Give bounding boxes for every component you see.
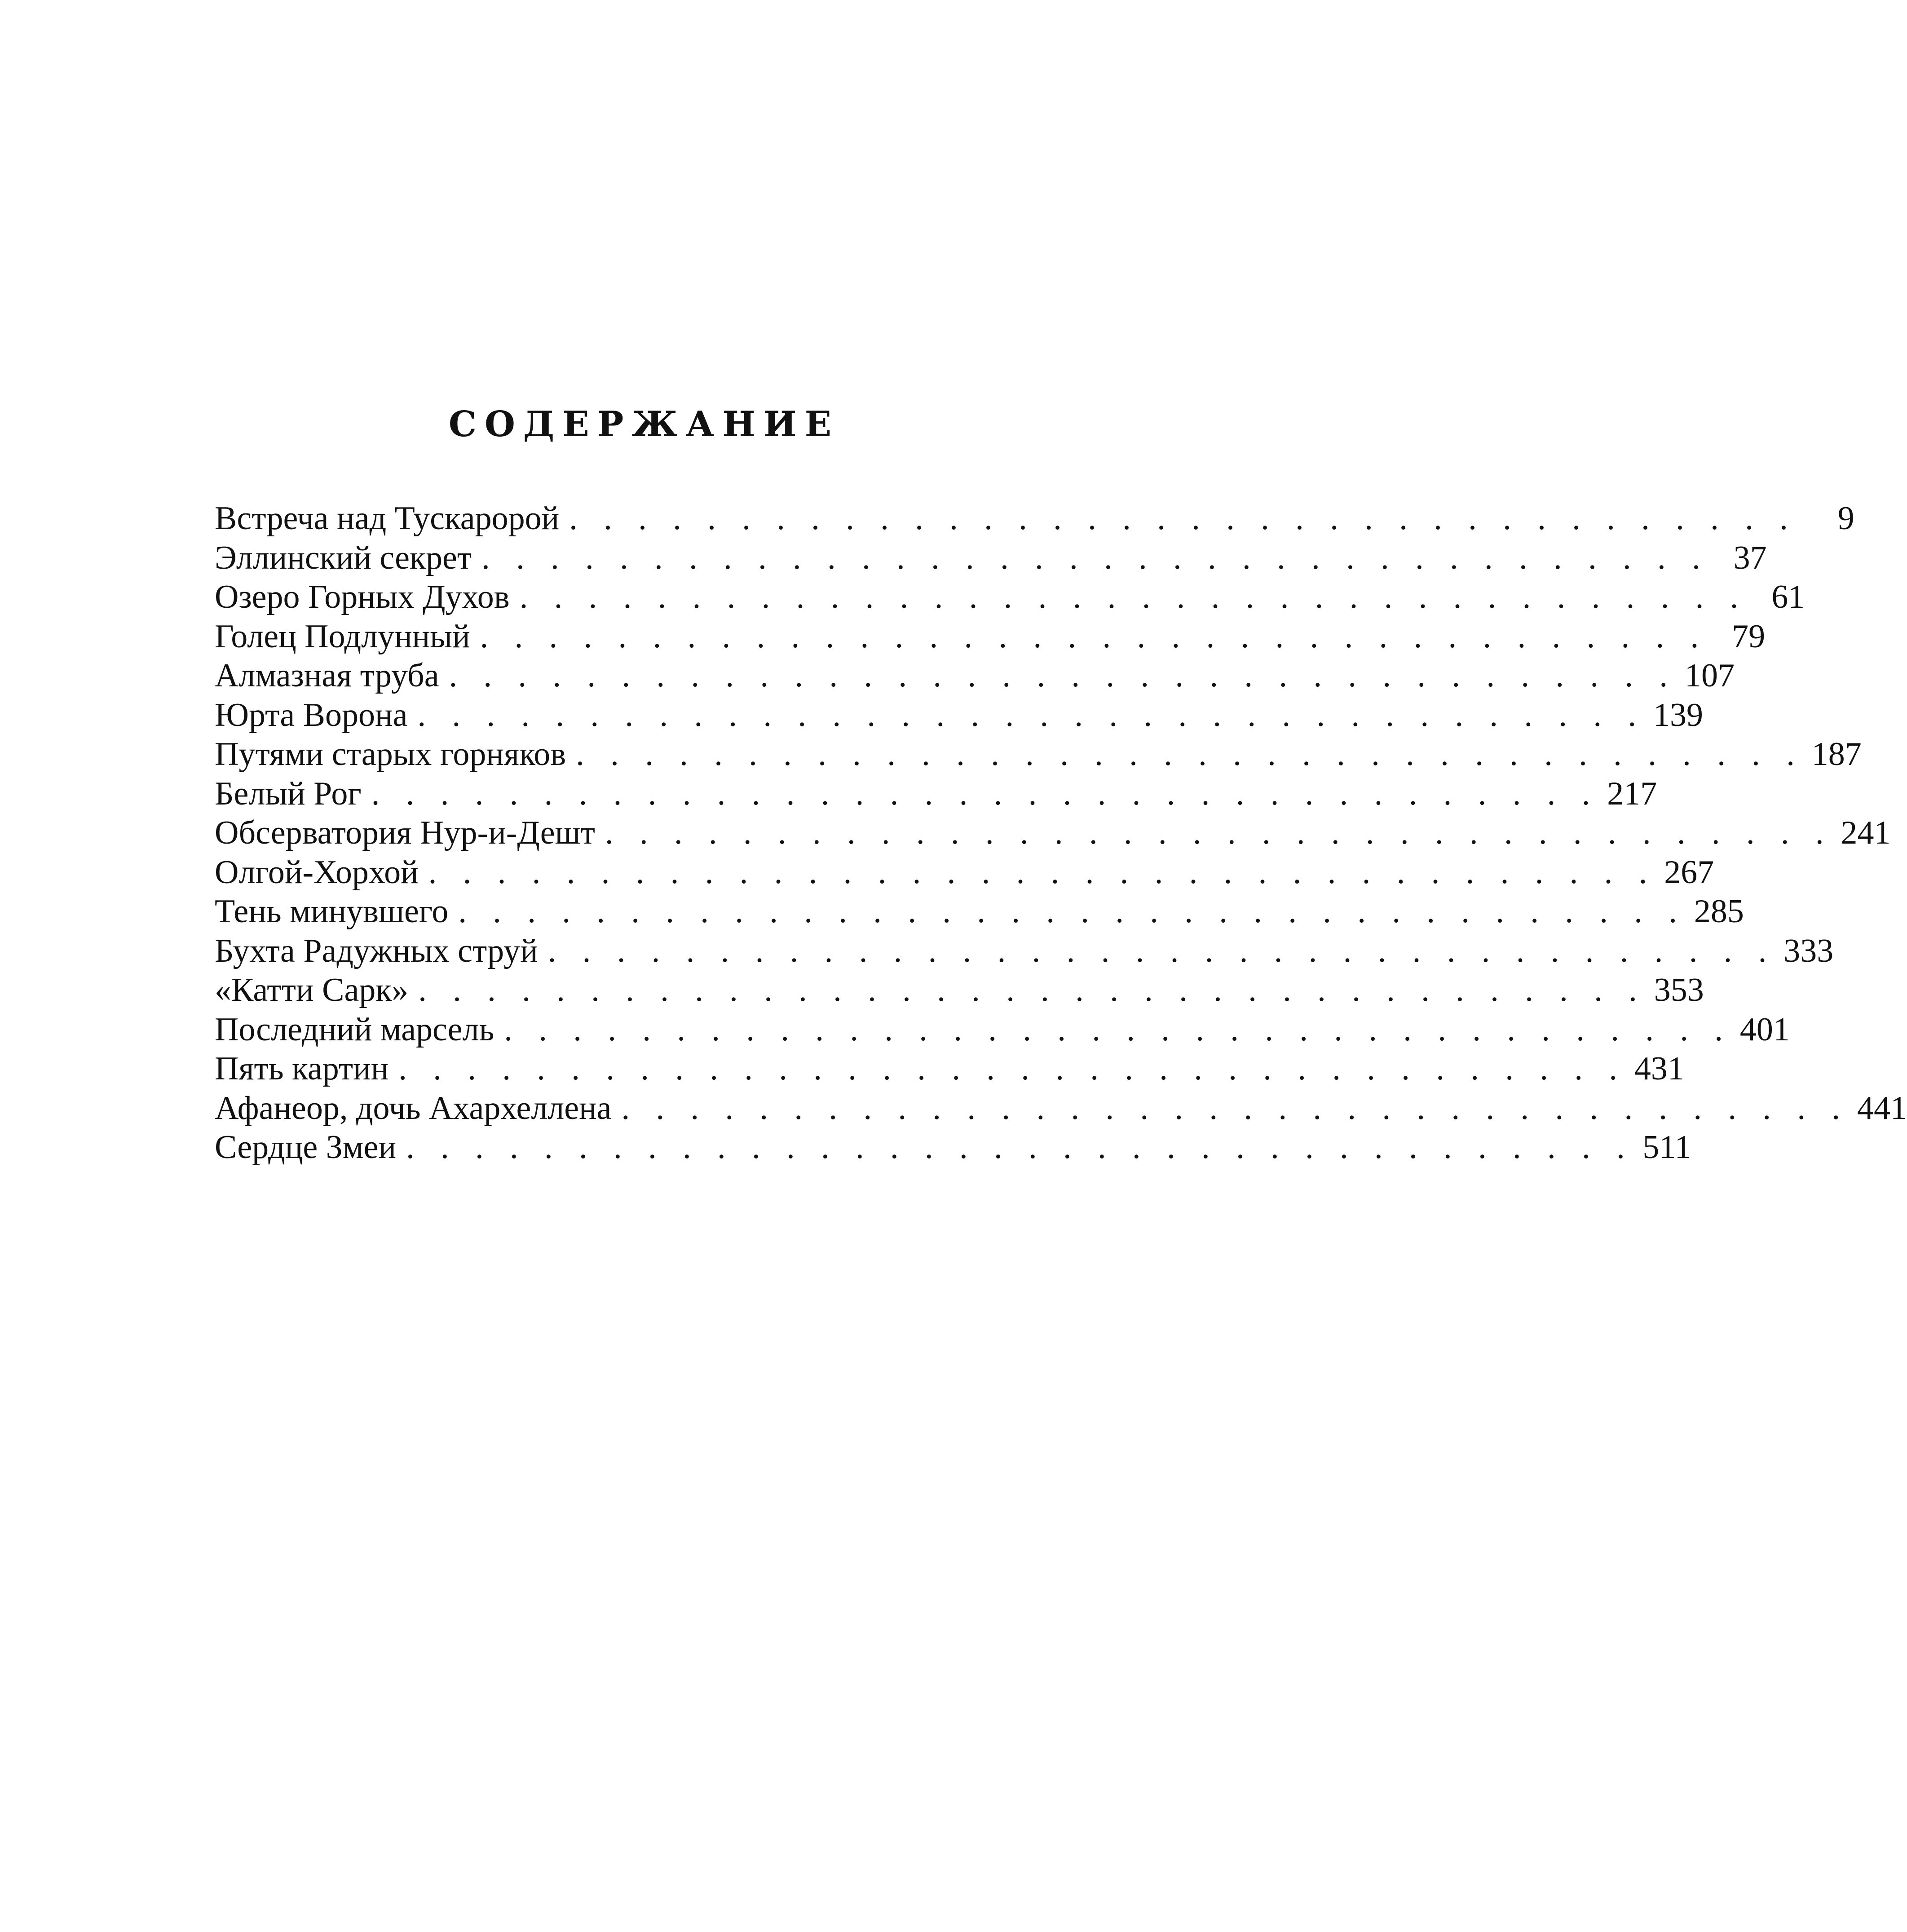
toc-entry [215, 539, 1767, 578]
toc-entry-title: Тень минувшего [215, 893, 449, 930]
toc-entry [215, 656, 1735, 696]
dot-leader: . . . . . . . . . . . . . . . . . . . . . . . . . . . . . . . . . . . . [371, 775, 1599, 812]
dot-leader: . . . . . . . . . . . . . . . . . . . . . . . . . . . . . . . . . . . . [605, 814, 1833, 851]
toc-entry [215, 853, 1714, 893]
toc-entry-title: Сердце Змеи [215, 1129, 397, 1166]
toc-entry [215, 1128, 1691, 1167]
dot-leader: . . . . . . . . . . . . . . . . . . . . . . . . . . . . . . . . . . . . [621, 1089, 1850, 1127]
toc-entry-page-number: 187 [1811, 736, 1862, 773]
toc-entry-title: Олгой-Хорхой [215, 853, 419, 891]
toc-entry [215, 1089, 1907, 1128]
toc-entry-page-number: 217 [1607, 775, 1657, 812]
toc-entry-page-number: 107 [1685, 657, 1735, 694]
dot-leader: . . . . . . . . . . . . . . . . . . . . . . . . . . . . . . . . . . . . [480, 618, 1708, 655]
toc-entry [215, 971, 1704, 1010]
toc-entry-title: Белый Рог [215, 775, 362, 812]
dot-leader: . . . . . . . . . . . . . . . . . . . . . . . . . . . . . . . . . . . . [406, 1129, 1634, 1166]
table-of-contents-heading: СОДЕРЖАНИЕ [448, 404, 840, 445]
toc-entry [215, 1049, 1684, 1089]
toc-entry-page-number: 37 [1733, 539, 1767, 576]
toc-entry-page-number: 285 [1694, 893, 1744, 930]
toc-entry-page-number: 9 [1837, 500, 1854, 537]
dot-leader: . . . . . . . . . . . . . . . . . . . . . . . . . . . . . . . . . . . . [504, 1011, 1732, 1048]
toc-entry-title: Алмазная труба [215, 657, 439, 694]
toc-entry-title: Голец Подлунный [215, 618, 470, 655]
toc-entry-title: Обсерватория Нур-и-Дешт [215, 814, 595, 851]
toc-entry-page-number: 333 [1783, 932, 1834, 969]
toc-entry [215, 696, 1703, 735]
dot-leader: . . . . . . . . . . . . . . . . . . . . . . . . . . . . . . . . . . . . [519, 579, 1748, 615]
dot-leader: . . . . . . . . . . . . . . . . . . . . . . . . . . . . . . . . . . . . [449, 657, 1677, 694]
toc-entry-title: Афанеор, дочь Ахархеллена [215, 1089, 612, 1127]
toc-entry-title: Путями старых горняков [215, 736, 566, 773]
dot-leader: . . . . . . . . . . . . . . . . . . . . . . . . . . . . . . . . . . . . [418, 972, 1646, 1008]
toc-entry [215, 578, 1805, 617]
toc-entry [215, 813, 1891, 853]
toc-entry-page-number: 79 [1732, 618, 1766, 655]
dot-leader: . . . . . . . . . . . . . . . . . . . . . . . . . . . . . . . . . . . . [398, 1050, 1626, 1087]
dot-leader: . . . . . . . . . . . . . . . . . . . . . . . . . . . . . . . . . . . . [569, 500, 1797, 537]
toc-entry-title: Встреча над Тускаророй [215, 500, 560, 537]
toc-entry-page-number: 441 [1857, 1089, 1907, 1127]
toc-entry-page-number: 267 [1664, 853, 1714, 891]
dot-leader: . . . . . . . . . . . . . . . . . . . . . . . . . . . . . . . . . . . . [547, 932, 1776, 969]
dot-leader: . . . . . . . . . . . . . . . . . . . . . . . . . . . . . . . . . . . . [576, 736, 1804, 773]
toc-entry-page-number: 401 [1739, 1011, 1790, 1048]
toc-entry-page-number: 61 [1771, 579, 1805, 615]
toc-entry-page-number: 139 [1653, 696, 1703, 734]
toc-entry [215, 1010, 1790, 1050]
toc-entry [215, 735, 1862, 774]
toc-entry-title: Озеро Горных Духов [215, 579, 510, 615]
dot-leader: . . . . . . . . . . . . . . . . . . . . . . . . . . . . . . . . . . . . [428, 853, 1656, 891]
toc-entry [215, 892, 1744, 932]
toc-entry-title: «Катти Сарк» [215, 972, 409, 1008]
table-of-contents-list [215, 499, 1907, 1167]
toc-entry-page-number: 431 [1634, 1050, 1684, 1087]
dot-leader: . . . . . . . . . . . . . . . . . . . . . . . . . . . . . . . . . . . . [481, 539, 1709, 576]
toc-entry-title: Пять картин [215, 1050, 389, 1087]
toc-entry-title: Эллинский секрет [215, 539, 472, 576]
toc-entry-page-number: 353 [1654, 972, 1704, 1008]
toc-entry-page-number: 241 [1841, 814, 1891, 851]
toc-entry [215, 774, 1657, 814]
dot-leader: . . . . . . . . . . . . . . . . . . . . . . . . . . . . . . . . . . . . [417, 696, 1645, 734]
toc-entry-title: Бухта Радужных струй [215, 932, 538, 969]
toc-entry-page-number: 511 [1642, 1129, 1691, 1166]
toc-entry [215, 499, 1854, 539]
toc-entry-title: Юрта Ворона [215, 696, 408, 734]
dot-leader: . . . . . . . . . . . . . . . . . . . . . . . . . . . . . . . . . . . . [458, 893, 1686, 930]
toc-entry [215, 932, 1834, 971]
toc-entry [215, 617, 1766, 657]
toc-entry-title: Последний марсель [215, 1011, 494, 1048]
